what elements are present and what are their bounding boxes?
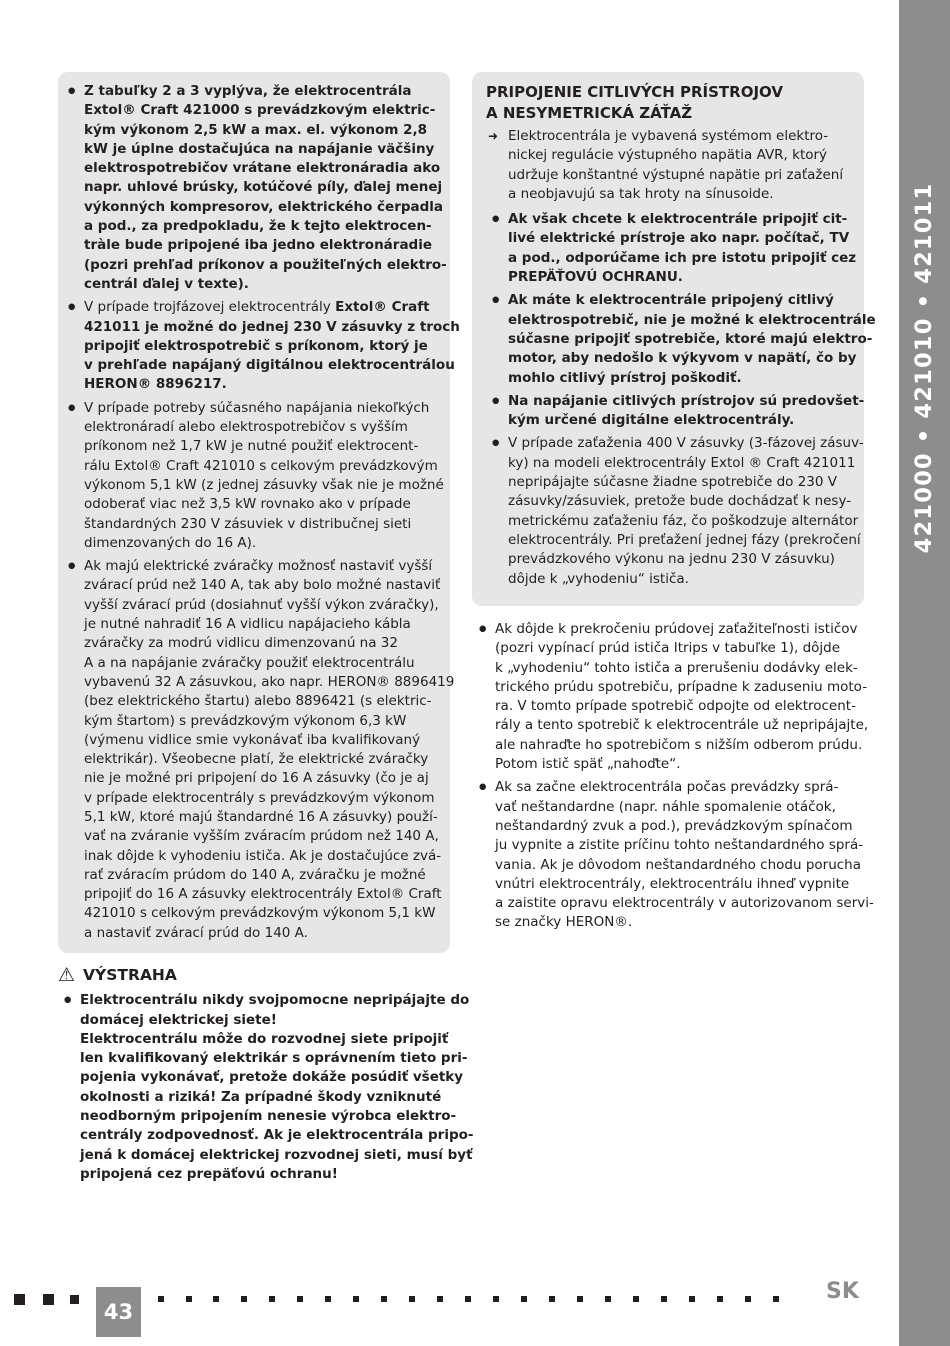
text-line — [508, 369, 856, 388]
text-line — [84, 437, 442, 456]
text-line — [495, 620, 863, 639]
text-line — [508, 492, 856, 511]
text-line — [495, 894, 874, 913]
text-segment: PREPÄŤOVÚ OCHRANU. — [508, 269, 683, 286]
warning-title: VÝSTRAHA — [83, 966, 177, 984]
text-line — [495, 755, 863, 774]
text-segment: V prípade zaťaženia 400 V zásuvky (3-fázovej zásuv- — [508, 435, 864, 452]
text-line — [508, 349, 856, 368]
text-segment: a pod., za predpokladu, že k tejto elektrocen- — [84, 218, 432, 235]
text-segment: zváračky za modrú vidlicu dimenzovanú na 32 — [84, 635, 398, 652]
footer-dot — [213, 1296, 219, 1302]
footer-dot — [661, 1296, 667, 1302]
footer-square — [70, 1295, 79, 1304]
text-segment: Na napájanie citlivých prístrojov sú predovšet- — [508, 392, 865, 409]
text-segment: elektrikár). Všeobecne platí, že elektrické zváračky — [84, 751, 429, 768]
text-segment: napr. uhlové brúsky, kotúčové píly, ďalej menej — [84, 179, 443, 196]
text-line — [84, 654, 442, 673]
text-segment: elektrocentrály. Pri preťažení jednej fázy (prekročení — [508, 531, 861, 548]
text-line — [495, 817, 863, 836]
text-line: pojenia vykonávať, pretože dokáže posúdiť všetky — [80, 1069, 464, 1086]
text-line — [84, 198, 442, 217]
section-title-line-2: A NESYMETRICKÁ ZÁŤAŽ — [486, 104, 693, 122]
text-segment: v prehľade napájaný digitálnou elektrocentrálou — [84, 357, 455, 374]
footer-dot — [325, 1296, 331, 1302]
text-segment: kým štartom) s prevádzkovým výkonom 6,3 kW — [84, 712, 407, 729]
text-line — [508, 411, 856, 430]
text-segment: rať zváracím prúdom do 140 A, zváračku je možné — [84, 866, 426, 883]
text-line — [84, 418, 442, 437]
footer-dot — [409, 1296, 415, 1302]
text-line — [508, 210, 856, 229]
text-line — [84, 789, 442, 808]
text-segment: výkonom 5,1 kW (z jednej zásuvky však nie je možné — [84, 476, 444, 493]
language-code: SK — [826, 1279, 859, 1304]
right-box-bullets — [486, 210, 876, 589]
text-segment: kým určené digitálne elektrocentrály. — [508, 412, 795, 429]
text-line — [84, 121, 442, 140]
text-segment: V prípade potreby súčasného napájania niekoľkých — [84, 399, 430, 416]
text-line — [84, 217, 442, 236]
bullet-item — [62, 82, 447, 294]
text-line: jená k domácej elektrickej rozvodnej sieti, musí byť — [80, 1146, 473, 1163]
text-line — [495, 875, 863, 894]
footer-dot — [297, 1296, 303, 1302]
text-segment: Ak máte k elektrocentrále pripojený citlivý — [508, 292, 834, 309]
text-line — [84, 534, 442, 553]
text-segment: ra. V tomto prípade spotrebič odpojte od elektrocent- — [495, 698, 856, 715]
text-segment: štandardných 230 V zásuviek v distribučnej sieti — [84, 515, 412, 532]
text-line — [84, 712, 442, 731]
text-segment: inak dôjde k vyhodeniu ističa. Ak je dostačujúce zvá- — [84, 847, 442, 864]
text-segment: 5,1 kW, ktoré majú štandardné 16 A zásuvky) použí- — [84, 808, 438, 825]
text-segment: trického prúdu spotrebiču, prípadne k zaduseniu moto- — [495, 678, 868, 695]
text-line: pripojená cez prepäťovú ochranu! — [80, 1165, 338, 1182]
text-line: len kvalifikovaný elektrikár s oprávnením tieto pri- — [80, 1050, 468, 1067]
text-line — [84, 615, 442, 634]
text-line — [84, 256, 447, 275]
text-segment: a zaistite opravu elektrocentrály v autorizovanom servi- — [495, 895, 874, 912]
text-segment: Potom istič späť „nahoďte“. — [495, 756, 681, 773]
text-segment: dôjde k „vyhodeniu“ ističa. — [508, 570, 689, 587]
right-column-bullets — [473, 620, 874, 937]
text-segment: vať na zváranie vyšším zváracím prúdom než 140 A, — [84, 828, 439, 845]
text-segment: zásuvky/zásuviek, pretože bude dochádzať k nesy- — [508, 493, 852, 510]
text-line — [84, 101, 442, 120]
text-line — [508, 311, 876, 330]
text-line — [84, 275, 442, 294]
text-segment: rálu Extol® Craft 421010 s celkovým prevádzkovým — [84, 457, 438, 474]
text-segment: ky) na modeli elektrocentrály Extol ® Craft 421011 — [508, 454, 856, 471]
bullet-item — [486, 434, 864, 588]
text-segment: Ak majú elektrické zváračky možnosť nastaviť vyšší — [84, 558, 433, 575]
text-segment: ju vypnite a zistite príčinu tohto neštandardného sprá- — [495, 837, 864, 854]
footer-dot — [521, 1296, 527, 1302]
text-segment: vybavenú 32 A zásuvkou, ako napr. HERON® 8896419 — [84, 673, 455, 690]
text-segment: HERON® 8896217. — [84, 376, 227, 393]
text-segment: Ak však chcete k elektrocentrále pripojiť cit- — [508, 211, 848, 228]
text-segment: dimenzovaných do 16 A). — [84, 534, 257, 551]
text-line — [84, 82, 442, 101]
footer-dot — [186, 1296, 192, 1302]
text-line — [508, 330, 873, 349]
text-line — [495, 678, 868, 697]
bullet-item — [473, 778, 874, 932]
footer-dot — [773, 1296, 779, 1302]
text-line — [495, 697, 863, 716]
text-line — [84, 769, 442, 788]
footer-dot — [158, 1296, 164, 1302]
side-tab-model-numbers: 421000 • 421010 • 421011 — [911, 182, 937, 554]
footer-dot — [437, 1296, 443, 1302]
text-line — [495, 913, 863, 932]
text-segment: (bez elektrického štartu) alebo 8896421 (s elektric- — [84, 693, 432, 710]
footer-dot — [381, 1296, 387, 1302]
text-segment: 421010 s celkovým prevádzkovým výkonom 5,1 kW — [84, 905, 436, 922]
text-line — [84, 557, 442, 576]
text-segment: kým výkonom 2,5 kW a max. el. výkonom 2,8 — [84, 121, 428, 138]
text-line — [84, 866, 442, 885]
text-line — [495, 856, 863, 875]
footer-square — [43, 1294, 54, 1305]
text-line — [508, 531, 861, 550]
footer-dot — [241, 1296, 247, 1302]
text-line — [495, 736, 863, 755]
text-line — [508, 291, 856, 310]
text-segment: súčasne pripojiť spotrebiče, ktoré majú elektro- — [508, 330, 873, 347]
text-segment: elektrospotrebič, nie je možné k elektrocentrále — [508, 311, 876, 328]
arrow-note — [486, 127, 856, 204]
text-segment: pripojiť do 16 A zásuvky elektrocentrály Extol® Craft — [84, 886, 442, 903]
text-segment: 421011 je možné do jednej 230 V zásuvky z troch — [84, 318, 460, 335]
text-line — [84, 924, 442, 943]
warning-heading — [58, 966, 450, 985]
text-line — [508, 392, 865, 411]
text-line: udržuje konštantné výstupné napätie pri zaťažení — [508, 166, 844, 183]
text-line — [495, 716, 869, 735]
text-segment: metrickému zaťaženiu fáz, čo poškodzuje alternátor — [508, 512, 859, 529]
warning-triangle-icon: ⚠ — [58, 964, 76, 987]
text-line: nickej regulácie výstupného napätia AVR, ktorý — [508, 147, 828, 164]
text-line — [84, 750, 442, 769]
section-title-line-1: PRIPOJENIE CITLIVÝCH PRÍSTROJOV — [486, 83, 783, 101]
left-box-content — [62, 82, 460, 947]
text-segment: rály a tento spotrebič k elektrocentrále už nepripájajte, — [495, 717, 869, 734]
bullet-item — [62, 298, 460, 394]
text-line — [84, 337, 442, 356]
text-segment: Ak dôjde k prekročeniu prúdovej zaťažiteľnosti ističov — [495, 621, 858, 637]
text-segment: vyšší zvárací prúd (dosiahnuť vyšší výkon zváračky), — [84, 596, 439, 613]
text-segment: zvárací prúd než 140 A, tak aby bolo možné nastaviť — [84, 577, 441, 594]
footer-dot — [605, 1296, 611, 1302]
warning-text — [58, 991, 474, 1184]
footer-dot — [549, 1296, 555, 1302]
text-line — [84, 515, 442, 534]
footer-dot — [493, 1296, 499, 1302]
text-segment: neštandardný zvuk a pod.), prevádzkovým spínačom — [495, 817, 853, 834]
footer-dot — [689, 1296, 695, 1302]
bullet-item — [62, 557, 455, 943]
text-line — [84, 375, 442, 394]
footer-dot — [745, 1296, 751, 1302]
text-segment: V prípade trojfázovej elektrocentrály — [84, 299, 336, 316]
text-line — [508, 249, 856, 268]
text-segment: elektronáradí alebo elektrospotrebičov s vyšším — [84, 419, 408, 436]
text-line — [508, 268, 856, 287]
text-line — [508, 454, 856, 473]
text-segment: nepripájajte súčasne žiadne spotrebiče do 230 V — [508, 474, 838, 491]
text-segment: a nastaviť zvárací prúd do 140 A. — [84, 924, 308, 941]
text-line — [84, 399, 442, 418]
text-line — [508, 229, 856, 248]
text-line — [495, 659, 863, 678]
text-segment: (výmenu vidlice smie vykonávať iba kvalifikovaný — [84, 731, 421, 748]
text-line — [84, 673, 455, 692]
bullet-item — [486, 291, 876, 387]
text-line — [84, 808, 442, 827]
footer-dot — [353, 1296, 359, 1302]
text-line — [508, 473, 856, 492]
bullet-item — [486, 392, 865, 431]
bullet-item — [473, 620, 869, 774]
text-line — [84, 476, 442, 495]
footer-dot — [577, 1296, 583, 1302]
text-line — [84, 236, 442, 255]
text-line — [84, 298, 442, 317]
text-segment: A a na napájanie zváračky použiť elektrocentrálu — [84, 654, 415, 671]
text-segment: motor, aby nedošlo k výkyvom v napätí, čo by — [508, 350, 857, 367]
text-line — [84, 904, 442, 923]
text-line — [508, 550, 856, 569]
text-segment: mohlo citlivý prístroj poškodiť. — [508, 369, 742, 386]
text-line — [84, 847, 442, 866]
text-line — [508, 570, 856, 589]
text-segment: kW je úplne dostačujúca na napájanie väčšiny — [84, 140, 435, 157]
text-segment: centrál ďalej v texte). — [84, 275, 249, 292]
text-segment: livé elektrické prístroje ako napr. počítač, TV — [508, 230, 850, 247]
text-line — [84, 159, 442, 178]
text-segment: v prípade elektrocentrály s prevádzkovým výkonom — [84, 789, 435, 806]
right-box-content — [486, 83, 876, 593]
text-line: centrály zodpovednosť. Ak je elektrocentrála pripo- — [80, 1127, 474, 1144]
text-segment: Z tabuľky 2 a 3 vyplýva, že elektrocentrála — [84, 83, 412, 99]
text-segment: odoberať viac než 3,5 kW rovnako ako v prípade — [84, 496, 411, 513]
text-line — [84, 318, 460, 337]
footer-dot — [269, 1296, 275, 1302]
text-segment: výkonných kompresorov, elektrického čerpadla — [84, 198, 444, 215]
text-line — [508, 512, 859, 531]
text-line: neodborným pripojením nenesie výrobca elektro- — [80, 1108, 457, 1125]
text-line — [84, 356, 455, 375]
text-segment: ale nahraďte ho spotrebičom s nižším odberom prúdu. — [495, 736, 863, 753]
text-segment: vnútri elektrocentrály, elektrocentrálu ihneď vypnite — [495, 875, 850, 892]
text-segment: pripojiť elektrospotrebič s príkonom, ktorý je — [84, 337, 428, 354]
text-segment: vať neštandardne (napr. náhle spomalenie otáčok, — [495, 798, 836, 815]
text-segment: k „vyhodeniu“ tohto ističa a prerušeniu dodávky elek- — [495, 659, 858, 676]
page-number: 43 — [96, 1287, 141, 1337]
text-line — [84, 827, 442, 846]
text-segment: príkonom než 1,7 kW je nutné použiť elektrocent- — [84, 438, 419, 455]
text-segment: je nutné nahradiť 16 A vidlicu napájacieho kábla — [84, 616, 411, 633]
text-segment: Ak sa začne elektrocentrála počas prevádzky sprá- — [495, 779, 839, 796]
text-line — [84, 885, 442, 904]
text-line — [495, 778, 863, 797]
text-line: okolnosti a riziká! Za prípadné škody vzniknuté — [80, 1088, 442, 1105]
text-line — [84, 576, 442, 595]
text-line — [495, 836, 863, 855]
bullet-item — [486, 210, 856, 287]
text-line: a neobjavujú sa tak hroty na sínusoide. — [508, 185, 774, 202]
text-line — [84, 596, 442, 615]
text-line: ● Elektrocentrálu nikdy svojpomocne nepripájajte do — [80, 992, 470, 1009]
text-segment: elektrospotrebičov vrátane elektronáradia ako — [84, 160, 441, 177]
text-segment: tràle bude pripojené iba jedno elektronáradie — [84, 237, 433, 254]
text-line — [495, 639, 863, 658]
text-segment: a pod., odporúčame ich pre istotu pripojiť cez — [508, 249, 857, 266]
text-segment: (pozri vypínací prúd ističa Itrips v tabuľke 1), dôjde — [495, 640, 841, 657]
text-segment: nie je možné pri pripojení do 16 A zásuvky (čo je aj — [84, 770, 429, 787]
text-line — [84, 140, 442, 159]
text-line — [495, 798, 863, 817]
text-line: Elektrocentrálu môže do rozvodnej siete pripojiť — [80, 1030, 449, 1047]
text-line — [84, 731, 442, 750]
footer-dot — [633, 1296, 639, 1302]
text-line — [84, 634, 442, 653]
text-segment: (pozri prehľad príkonov a použiteľných elektro- — [84, 256, 447, 273]
text-line — [508, 434, 864, 453]
text-line — [84, 495, 442, 514]
text-line — [84, 178, 442, 197]
footer-dot — [717, 1296, 723, 1302]
text-line — [84, 692, 442, 711]
arrow-right-icon: ➜ — [488, 129, 499, 143]
text-line — [84, 457, 442, 476]
footer-dot — [465, 1296, 471, 1302]
text-line: Elektrocentrála je vybavená systémom elektro- — [508, 128, 829, 144]
text-segment: Extol® Craft — [335, 299, 430, 316]
text-segment: prevádzkového výkonu na jednu 230 V zásuvku) — [508, 551, 835, 568]
warning-section — [58, 964, 474, 1188]
text-line: domácej elektrickej siete! — [80, 1011, 277, 1028]
text-segment: vania. Ak je dôvodom neštandardného chodu porucha — [495, 856, 862, 873]
text-segment: se značky HERON®. — [495, 914, 633, 931]
bullet-item — [62, 399, 442, 553]
footer-square — [14, 1294, 25, 1305]
text-segment: Extol® Craft 421000 s prevádzkovým elektric- — [84, 102, 436, 119]
